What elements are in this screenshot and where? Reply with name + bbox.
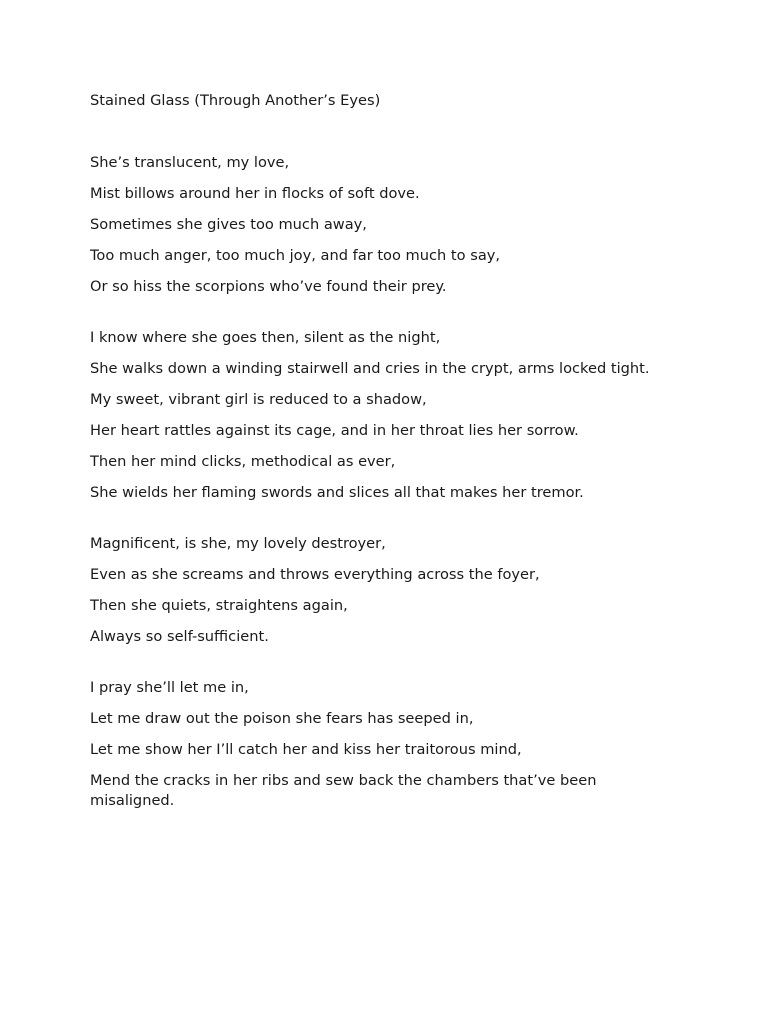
poem-line: Or so hiss the scorpions who’ve found their prey. (90, 278, 447, 295)
poem-line: Magnificent, is she, my lovely destroyer, (90, 535, 386, 552)
poem-line: Then her mind clicks, methodical as ever, (90, 453, 396, 470)
poem-line: Let me draw out the poison she fears has seeped in, (90, 710, 474, 727)
poem-line: Mist billows around her in flocks of soft dove. (90, 185, 420, 202)
poem-line: Let me show her I’ll catch her and kiss her traitorous mind, (90, 741, 522, 758)
poem-line: Mend the cracks in her ribs and sew back the chambers that’ve been misaligned. (90, 772, 597, 809)
document-page (90, 91, 680, 842)
stanza-4 (90, 678, 680, 811)
poem-line: Then she quiets, straightens again, (90, 597, 348, 614)
poem-line: Always so self-sufficient. (90, 628, 269, 645)
poem-line: Her heart rattles against its cage, and in her throat lies her sorrow. (90, 422, 579, 439)
stanza-1 (90, 153, 680, 297)
stanza-3 (90, 534, 680, 647)
poem-line: Sometimes she gives too much away, (90, 216, 367, 233)
poem-line: I know where she goes then, silent as the night, (90, 329, 441, 346)
poem-line: Too much anger, too much joy, and far too much to say, (90, 247, 501, 264)
poem-title: Stained Glass (Through Another’s Eyes) (90, 92, 381, 109)
poem-line: She walks down a winding stairwell and cries in the crypt, arms locked tight. (90, 360, 650, 377)
poem-line: She wields her flaming swords and slices all that makes her tremor. (90, 484, 584, 501)
poem-line: She’s translucent, my love, (90, 154, 290, 171)
poem-line: Even as she screams and throws everything across the foyer, (90, 566, 540, 583)
poem-line: I pray she’ll let me in, (90, 679, 249, 696)
poem-line: My sweet, vibrant girl is reduced to a shadow, (90, 391, 427, 408)
stanza-2 (90, 328, 680, 503)
